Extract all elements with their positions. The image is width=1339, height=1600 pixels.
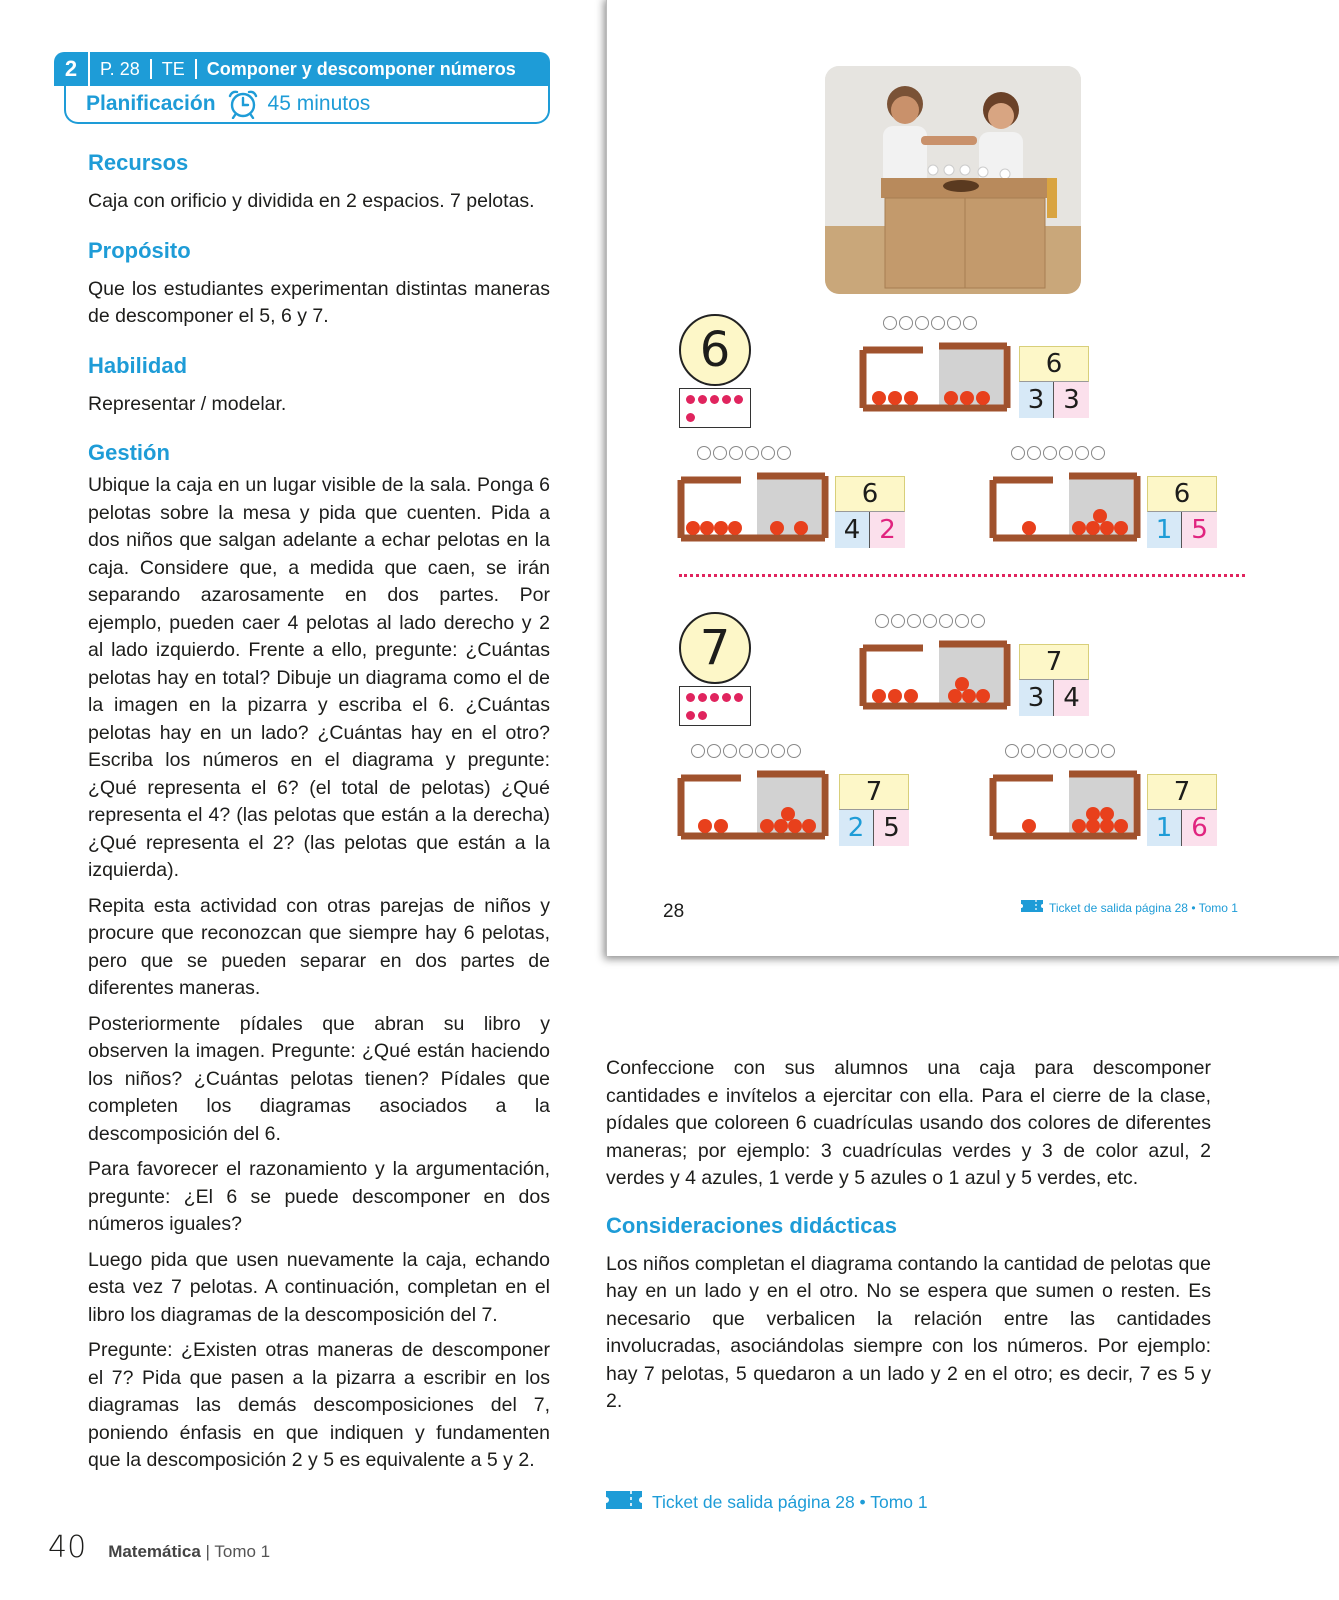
textbook-ticket-text: Ticket de salida página 28 • Tomo 1 xyxy=(1049,900,1238,915)
diagram-left: 4 xyxy=(835,512,870,548)
gestion-paragraph: Posteriormente pídales que abran su libro y observen la imagen. Pregunte: ¿Qué están haciendo los niños? ¿Cuántas pelotas tienen? Pídales que completen los diagramas asociados a la descomposición del 6. xyxy=(88,1012,550,1145)
unit-number: 2 xyxy=(54,52,90,86)
proposito-text: Que los estudiantes experimentan distintas maneras de descomponer el 5, 6 y 7. xyxy=(88,277,550,327)
dot-card-seven xyxy=(679,686,751,726)
diagram-right: 5 xyxy=(874,810,909,846)
page-footer xyxy=(48,1530,270,1565)
ball-box-7-2-5 xyxy=(677,766,829,844)
lesson-header-bar xyxy=(54,52,550,86)
diagram-left: 1 xyxy=(1147,810,1182,846)
lesson-header xyxy=(54,52,550,124)
textbook-page-preview xyxy=(606,0,1339,956)
number-six-circle: 6 xyxy=(679,314,751,386)
consideraciones-heading: Consideraciones didácticas xyxy=(606,1212,897,1238)
empty-circles-row xyxy=(1011,446,1105,460)
children-with-box-photo xyxy=(825,66,1081,294)
diagram-total: 6 xyxy=(1019,346,1089,382)
recursos-heading: Recursos xyxy=(88,150,189,175)
lesson-topic: Componer y descomponer números xyxy=(206,59,516,79)
diagram-left: 2 xyxy=(839,810,874,846)
diagram-7-3-4 xyxy=(1019,644,1089,716)
te-label: TE xyxy=(152,59,197,79)
empty-circles-row xyxy=(1005,744,1115,758)
empty-circles-row xyxy=(691,744,801,758)
empty-circles-row xyxy=(697,446,791,460)
page-number: 40 xyxy=(48,1530,87,1565)
ball-box-6-3-3 xyxy=(859,338,1011,416)
alarm-clock-icon xyxy=(226,89,260,119)
diagram-total: 6 xyxy=(1147,476,1217,512)
diagram-right: 6 xyxy=(1182,810,1217,846)
diagram-6-3-3 xyxy=(1019,346,1089,418)
gestion-paragraph: Para favorecer el razonamiento y la argumentación, pregunte: ¿El 6 se puede descomponer en dos números iguales? xyxy=(88,1158,550,1235)
habilidad-text: Representar / modelar. xyxy=(88,392,287,415)
diagram-total: 7 xyxy=(1019,644,1089,680)
right-column xyxy=(606,1055,1211,1424)
number-seven-circle: 7 xyxy=(679,612,751,684)
planning-bar xyxy=(64,86,550,124)
ball-box-6-1-5 xyxy=(989,468,1141,546)
volume-name: Tomo 1 xyxy=(214,1542,271,1561)
diagram-right: 5 xyxy=(1182,512,1217,548)
gestion-paragraph: Luego pida que usen nuevamente la caja, echando esta vez 7 pelotas. A continuación, completan en el libro los diagramas de la descomposición del 7. xyxy=(88,1248,550,1326)
gestion-paragraph: Repita esta actividad con otras parejas de niños y procure que reconozcan que siempre hay 6 pelotas, pero que se pueden separar en dos partes de diferentes maneras. xyxy=(88,894,550,999)
subject-name: Matemática xyxy=(108,1542,201,1561)
diagram-left: 3 xyxy=(1019,382,1054,418)
consideraciones-text: Los niños completan el diagrama contando la cantidad de pelotas que hay en un lado y en el otro. No se espera que sumen o resten. Es necesario que verbalicen la relación entre las cantidades involucradas, asociándolas siempre con los números. Por ejemplo: hay 7 pelotas, 5 quedaron a un lado y 2 en el otro; es decir, 7 es 5 y 2. xyxy=(606,1252,1211,1412)
habilidad-heading: Habilidad xyxy=(88,352,188,378)
diagram-left: 3 xyxy=(1019,680,1054,716)
ball-box-7-1-6 xyxy=(989,766,1141,844)
exit-ticket-text: Ticket de salida página 28 • Tomo 1 xyxy=(652,1492,928,1512)
diagram-7-2-5 xyxy=(839,774,909,846)
diagram-right: 2 xyxy=(870,512,905,548)
diagram-total: 7 xyxy=(839,774,909,810)
gestion-paragraph: Pregunte: ¿Existen otras maneras de descomponer el 7? Pida que pasen a la pizarra a escribir en los diagramas las demás descomposiciones del 7, poniendo énfasis en que indiquen y fundamenten que la descomposición 2 y 5 es equivalente a 5 y 2. xyxy=(88,1339,550,1471)
textbook-ticket-note xyxy=(1021,900,1238,915)
diagram-total: 7 xyxy=(1147,774,1217,810)
section-divider xyxy=(679,574,1245,577)
diagram-7-1-6 xyxy=(1147,774,1217,846)
diagram-6-4-2 xyxy=(835,476,905,548)
ticket-icon xyxy=(1021,900,1043,915)
exit-ticket-note xyxy=(606,1491,928,1514)
recursos-text: Caja con orificio y dividida en 2 espacios. 7 pelotas. xyxy=(88,190,535,212)
textbook-page-number: 28 xyxy=(663,901,685,922)
diagram-total: 6 xyxy=(835,476,905,512)
dot-card-six xyxy=(679,388,751,428)
ticket-icon xyxy=(606,1491,642,1514)
book-reference: Matemática | Tomo 1 xyxy=(108,1542,271,1561)
planning-label: Planificación xyxy=(86,92,216,115)
proposito-heading: Propósito xyxy=(88,237,191,263)
ball-box-6-4-2 xyxy=(677,468,829,546)
gestion-paragraph: Ubique la caja en un lugar visible de la sala. Ponga 6 pelotas sobre la mesa y pida que cuenten. Pida a dos niños que salgan adelante a echar pelotas en la caja. Considere que, a medida que caen, se irán separando azarosamente en dos partes. Por ejemplo, pueden caer 4 pelotas al lado derecho y 2 al lado izquierdo. Frente a ello, pregunte: ¿Cuántas pelotas hay en total? Dibuje un diagrama como el de la imagen en la pizarra y escriba el 6. ¿Cuántas pelotas hay en un lado? ¿Cuántas hay en el otro? Escriba los números en el diagrama y pregunte: ¿Qué representa el 6? (el total de pelotas) ¿Qué representa el 4? (las pelotas que están a la derecha) ¿Qué representa el 2? (las pelotas que están a la izquierda). xyxy=(88,474,550,881)
duration: 45 minutos xyxy=(267,92,371,115)
diagram-left: 1 xyxy=(1147,512,1182,548)
diagram-6-1-5 xyxy=(1147,476,1217,548)
page-reference: P. 28 xyxy=(90,59,152,79)
diagram-right: 4 xyxy=(1054,680,1089,716)
ball-box-7-3-4 xyxy=(859,636,1011,714)
gestion-heading: Gestión xyxy=(88,440,170,465)
left-column xyxy=(88,150,550,1483)
empty-circles-row xyxy=(875,614,985,628)
diagram-right: 3 xyxy=(1054,382,1089,418)
closing-activity-text: Confeccione con sus alumnos una caja para descomponer cantidades e invítelos a ejercitar con ella. Para el cierre de la clase, pídales que coloreen 6 cuadrículas usando dos colores de diferentes maneras; por ejemplo: 3 cuadrículas verdes y 3 de color azul, 2 verdes y 4 azules, 1 verde y 5 azules o 1 azul y 5 verdes, etc. xyxy=(606,1057,1211,1189)
empty-circles-row xyxy=(883,316,977,330)
